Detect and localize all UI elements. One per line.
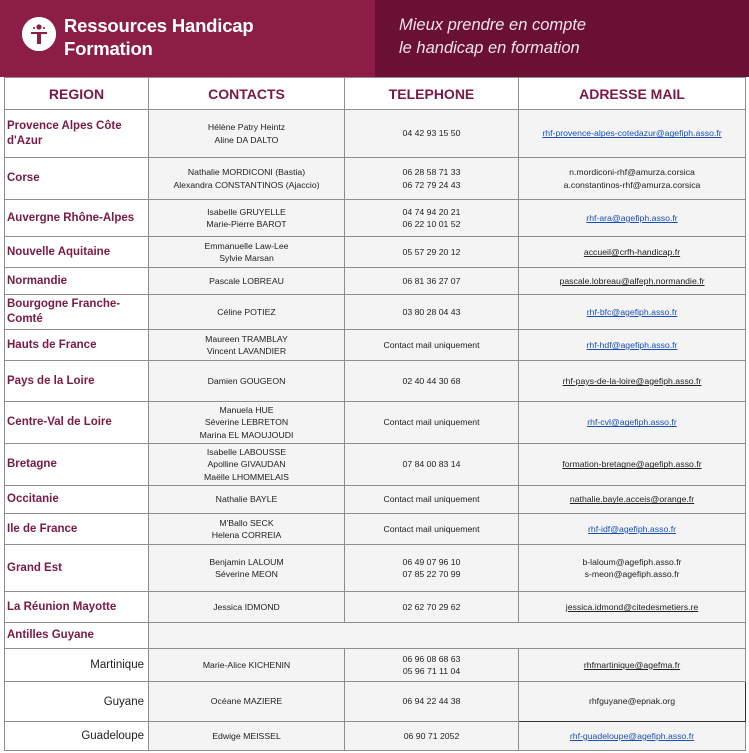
header-telephone: TELEPHONE — [345, 78, 519, 110]
mail-cell — [519, 649, 746, 682]
contacts-cell — [149, 200, 345, 237]
table-row — [5, 268, 746, 295]
phone-cell — [345, 402, 519, 444]
phone-cell — [345, 545, 519, 592]
contact-name: Isabelle LABOUSSE — [206, 447, 287, 458]
email-link[interactable]: formation-bretagne@agefiph.asso.fr — [562, 459, 702, 470]
contact-name: Pascale LOBREAU — [209, 275, 284, 286]
contacts-cell — [149, 592, 345, 623]
contact-name: Vincent LAVANDIER — [206, 346, 287, 356]
email-link[interactable]: accueil@crfh-handicap.fr — [583, 246, 681, 257]
email-address[interactable]: rhfguyane@epnak.org — [588, 696, 676, 707]
phone-number: Contact mail uniquement — [383, 494, 480, 505]
mail-cell — [519, 514, 746, 545]
subregion-cell: Guadeloupe — [5, 722, 149, 751]
tagline — [399, 14, 586, 60]
table-row — [5, 722, 746, 751]
table-row — [5, 545, 746, 592]
contact-name: Alexandra CONSTANTINOS (Ajaccio) — [173, 179, 320, 190]
table-row — [5, 649, 746, 682]
phone-cell — [345, 295, 519, 330]
contact-name: Marina EL MAOUJOUDI — [199, 429, 294, 440]
phone-number: 06 72 79 24 43 — [402, 179, 461, 190]
region-cell: Bretagne — [5, 444, 149, 486]
brand-line-2: Formation — [64, 38, 153, 59]
mail-cell — [519, 268, 746, 295]
contacts-cell — [149, 158, 345, 200]
phone-number: 04 74 94 20 21 — [402, 206, 461, 217]
header-banner — [0, 0, 749, 77]
contact-name: Damien GOUGEON — [207, 375, 286, 386]
phone-number: 05 96 71 11 04 — [402, 666, 461, 676]
tagline-line-1: Mieux prendre en compte — [399, 16, 587, 34]
phone-number: 05 57 29 20 12 — [402, 246, 461, 257]
region-cell: Hauts de France — [5, 330, 149, 361]
phone-number: 06 90 71 2052 — [403, 730, 460, 741]
contact-name: Nathalie BAYLE — [215, 494, 278, 505]
mail-cell — [519, 200, 746, 237]
phone-number: 06 22 10 01 52 — [402, 219, 461, 229]
region-cell: Grand Est — [5, 545, 149, 592]
phone-cell — [345, 444, 519, 486]
region-cell: Normandie — [5, 268, 149, 295]
header-contacts: CONTACTS — [149, 78, 345, 110]
subregion-cell: Guyane — [5, 682, 149, 722]
region-cell: Auvergne Rhône-Alpes — [5, 200, 149, 237]
accessibility-logo-icon — [22, 17, 56, 51]
contacts-table-wrap — [4, 77, 745, 751]
table-row — [5, 330, 746, 361]
region-cell: Centre-Val de Loire — [5, 402, 149, 444]
region-cell: La Réunion Mayotte — [5, 592, 149, 623]
contact-name: Emmanuelle Law-Lee — [204, 240, 289, 251]
contact-name: Séverine LEBRETON — [204, 417, 289, 428]
mail-cell — [519, 722, 746, 751]
contact-name: Isabelle GRUYELLE — [207, 206, 286, 217]
email-link[interactable]: rhf-bfc@agefiph.asso.fr — [586, 306, 678, 317]
contact-name: M'Ballo SECK — [219, 517, 274, 528]
table-row — [5, 361, 746, 402]
contact-name: Océane MAZIERE — [210, 696, 283, 707]
email-link[interactable]: rhf-hdf@agefiph.asso.fr — [586, 339, 678, 350]
contact-name: Sylvie Marsan — [219, 253, 274, 263]
phone-cell — [345, 649, 519, 682]
brand-title — [64, 14, 254, 60]
table-row — [5, 682, 746, 722]
mail-cell — [519, 237, 746, 268]
table-row — [5, 295, 746, 330]
table-row — [5, 486, 746, 514]
phone-cell — [345, 682, 519, 722]
contacts-cell — [149, 237, 345, 268]
contacts-table — [4, 77, 746, 751]
table-row — [5, 514, 746, 545]
email-link[interactable]: nathalie.bayle.acceis@orange.fr — [569, 494, 695, 505]
contact-name: Hélène Patry Heintz — [207, 122, 286, 133]
email-link[interactable]: rhf-guadeloupe@agefiph.asso.fr — [569, 730, 695, 741]
phone-cell — [345, 237, 519, 268]
email-link[interactable]: rhf-cvl@agefiph.asso.fr — [587, 417, 677, 428]
contacts-cell — [149, 361, 345, 402]
mail-cell — [519, 361, 746, 402]
contact-name: Marie-Pierre BAROT — [206, 219, 287, 229]
contact-name: Maureen TRAMBLAY — [205, 333, 288, 344]
phone-number: Contact mail uniquement — [383, 339, 480, 350]
empty-cell — [149, 623, 746, 649]
contacts-cell — [149, 295, 345, 330]
phone-number: 06 94 22 44 38 — [402, 696, 461, 707]
region-cell: Provence Alpes Côte d'Azur — [5, 110, 149, 158]
contact-name: Manuela HUE — [219, 405, 274, 416]
phone-number: 03 80 28 04 43 — [402, 306, 461, 317]
region-group-cell: Antilles Guyane — [5, 623, 149, 649]
phone-number: 02 40 44 30 68 — [402, 375, 461, 386]
mail-cell — [519, 682, 746, 722]
contact-name: Jessica IDMOND — [213, 601, 280, 612]
region-cell: Corse — [5, 158, 149, 200]
region-cell: Ile de France — [5, 514, 149, 545]
phone-cell — [345, 722, 519, 751]
email-link[interactable]: pascale.lobreau@alfeph.normandie.fr — [559, 275, 705, 286]
email-link[interactable]: rhf-pays-de-la-loire@agefiph.asso.fr — [562, 375, 702, 386]
mail-cell — [519, 486, 746, 514]
email-link[interactable]: rhf-ara@agefiph.asso.fr — [586, 212, 678, 223]
email-link[interactable]: rhf-idf@agefiph.asso.fr — [587, 523, 676, 534]
region-cell: Nouvelle Aquitaine — [5, 237, 149, 268]
email-link[interactable]: jessica.idmond@citedesmetiers.re — [565, 601, 699, 612]
contact-name: Helena CORREIA — [211, 530, 282, 540]
phone-number: 02 62 70 29 62 — [402, 601, 461, 612]
contacts-cell — [149, 444, 345, 486]
tagline-line-2: le handicap en formation — [399, 39, 580, 57]
table-header-row — [5, 78, 746, 110]
header-region: REGION — [5, 78, 149, 110]
contacts-cell — [149, 722, 345, 751]
contacts-cell — [149, 514, 345, 545]
phone-number: 06 96 08 68 63 — [402, 653, 461, 664]
phone-cell — [345, 514, 519, 545]
email-link[interactable]: rhfmartinique@agefma.fr — [583, 659, 681, 670]
email-address[interactable]: n.mordiconi-rhf@amurza.corsica — [569, 167, 695, 178]
table-row — [5, 200, 746, 237]
mail-cell — [519, 110, 746, 158]
contacts-cell — [149, 545, 345, 592]
phone-number: Contact mail uniquement — [383, 523, 480, 534]
contact-name: Nathalie MORDICONI (Bastia) — [187, 167, 306, 178]
contact-name: Aline DA DALTO — [214, 134, 279, 145]
brand-line-1: Ressources Handicap — [64, 15, 254, 36]
region-cell: Occitanie — [5, 486, 149, 514]
email-address[interactable]: b-laloum@agefiph.asso.fr — [582, 556, 682, 567]
mail-cell — [519, 295, 746, 330]
mail-cell — [519, 402, 746, 444]
phone-cell — [345, 158, 519, 200]
phone-number: 06 81 36 27 07 — [402, 275, 461, 286]
phone-cell — [345, 486, 519, 514]
table-row — [5, 402, 746, 444]
table-row — [5, 444, 746, 486]
phone-cell — [345, 200, 519, 237]
phone-cell — [345, 592, 519, 623]
phone-number: 06 28 58 71 33 — [402, 167, 461, 178]
region-cell: Pays de la Loire — [5, 361, 149, 402]
subregion-cell: Martinique — [5, 649, 149, 682]
contacts-cell — [149, 682, 345, 722]
email-link[interactable]: rhf-provence-alpes-cotedazur@agefiph.asso.fr — [542, 128, 722, 139]
contacts-cell — [149, 486, 345, 514]
brand-block — [0, 0, 375, 77]
contacts-cell — [149, 649, 345, 682]
mail-cell — [519, 330, 746, 361]
phone-cell — [345, 268, 519, 295]
table-row-group-header — [5, 623, 746, 649]
contacts-cell — [149, 110, 345, 158]
table-row — [5, 592, 746, 623]
tagline-block — [375, 0, 749, 77]
contact-name: Céline POTIEZ — [217, 306, 276, 317]
phone-number: 06 49 07 96 10 — [402, 556, 461, 567]
mail-cell — [519, 158, 746, 200]
email-address[interactable]: s-meon@agefiph.asso.fr — [584, 569, 680, 579]
mail-cell — [519, 592, 746, 623]
phone-cell — [345, 330, 519, 361]
phone-number: Contact mail uniquement — [383, 417, 480, 428]
contacts-cell — [149, 268, 345, 295]
phone-number: 07 85 22 70 99 — [402, 569, 461, 579]
contact-name: Edwige MEISSEL — [212, 730, 281, 741]
phone-cell — [345, 110, 519, 158]
phone-cell — [345, 361, 519, 402]
header-mail: ADRESSE MAIL — [519, 78, 746, 110]
contact-name: Marie-Alice KICHENIN — [202, 659, 291, 670]
phone-number: 04 42 93 15 50 — [402, 128, 461, 139]
phone-number: 07 84 00 83 14 — [402, 459, 461, 470]
contacts-cell — [149, 402, 345, 444]
mail-cell — [519, 444, 746, 486]
region-cell: Bourgogne Franche-Comté — [5, 295, 149, 330]
contacts-cell — [149, 330, 345, 361]
contact-name: Benjamin LALOUM — [209, 556, 284, 567]
contact-name: Apolline GIVAUDAN — [207, 459, 286, 470]
email-address[interactable]: a.constantinos-rhf@amurza.corsica — [563, 179, 701, 190]
contact-name: Séverine MEON — [215, 569, 278, 579]
mail-cell — [519, 545, 746, 592]
table-row — [5, 110, 746, 158]
table-row — [5, 158, 746, 200]
contact-name: Maëlle LHOMMELAIS — [204, 471, 289, 482]
table-row — [5, 237, 746, 268]
